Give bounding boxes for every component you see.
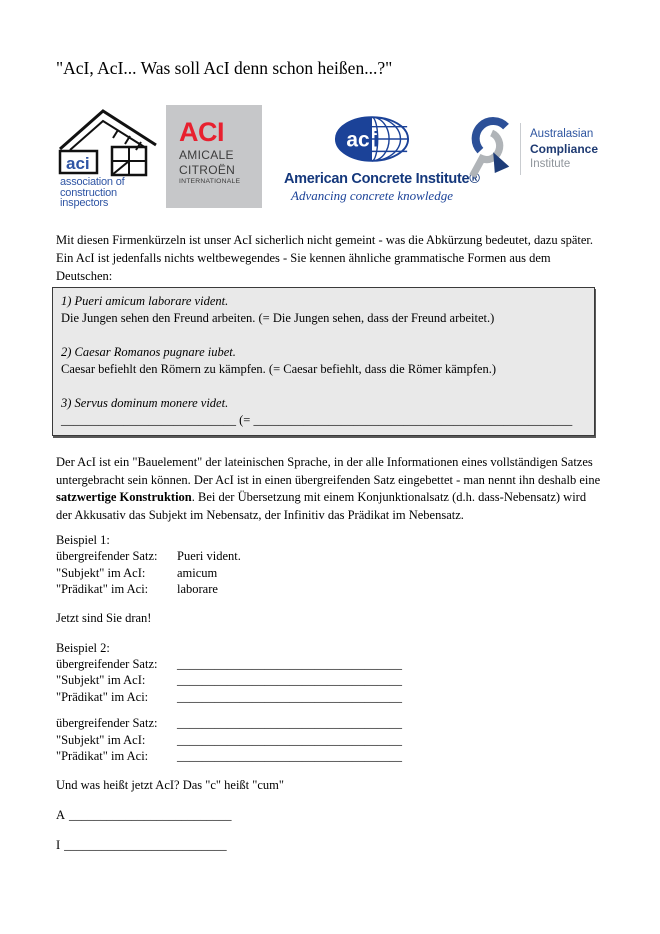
globe-icon xyxy=(334,115,410,163)
final-question: Und was heißt jetzt AcI? Das "c" heißt "cum" xyxy=(56,778,284,793)
aci-concrete-abbr-right: i xyxy=(372,128,379,152)
list-item: "Prädikat" im Aci: ____________________________________ xyxy=(56,689,402,704)
list-item: "Prädikat" im Aci: ____________________________________ xyxy=(56,749,402,764)
amicale-line3: INTERNATIONALE xyxy=(179,178,241,185)
spacer xyxy=(61,327,586,344)
example1-german: Die Jungen sehen den Freund arbeiten. (= Die Jungen sehen, dass der Freund arbeitet.) xyxy=(61,311,495,325)
american-concrete-institute-logo xyxy=(284,105,480,204)
beispiel2-heading: Beispiel 2: xyxy=(56,640,110,655)
fill-in-blank: ____________________________________ xyxy=(177,673,402,688)
list-item: "Subjekt" im AcI: amicum xyxy=(56,565,218,580)
fill-in-blank: __________________________ xyxy=(64,838,227,853)
list-item: "Subjekt" im AcI: ____________________________________ xyxy=(56,673,402,688)
answer-line-a xyxy=(56,808,605,823)
fill-in-blank: __________________________ xyxy=(69,808,232,823)
aci-concrete-abbr-left: ac xyxy=(346,128,370,152)
explanation-paragraph: Der AcI ist ein "Bauelement" der lateinischen Sprache, in der alle Informationen eines vollständigen Satzes untergebracht sein können. Der AcI ist in einen übergreifenden Satz eingebettet - man nennt ihn deshalb eine satzwertige Konstruktion. Bei der Übersetzung mit einem Konjunktionalsatz (d.h. dass-Nebensatz) wird der Akkusativ das Subjekt im Nebensatz, der Infinitiv das Prädikat im Nebensatz. xyxy=(56,455,601,522)
page-title: "AcI, AcI... Was soll AcI denn schon heißen...?" xyxy=(56,58,393,78)
aci-inspectors-abbr: aci xyxy=(66,154,90,173)
beispiel1-heading: Beispiel 1: xyxy=(56,533,110,547)
intro-paragraph: Mit diesen Firmenkürzeln ist unser AcI sicherlich nicht gemeint - was die Abkürzung bedeutet, dazu später. Ein AcI ist jedenfalls nichts weltbewegendes - Sie kennen ähnliche grammatische Formen aus dem Deutschen: xyxy=(56,233,594,283)
house-icon xyxy=(58,105,159,177)
list-item: übergreifender Satz: ____________________________________ xyxy=(56,716,402,731)
content-column xyxy=(56,56,605,853)
list-item: übergreifender Satz: Pueri vident. xyxy=(56,549,241,564)
example2-german: Caesar befiehlt den Römern zu kämpfen. (= Caesar befiehlt, dass die Römer kämpfen.) xyxy=(61,362,497,376)
example3-latin: 3) Servus dominum monere videt. xyxy=(61,396,229,410)
aci-inspectors-logo xyxy=(58,105,159,209)
equals-sign: (= xyxy=(239,413,251,427)
beispiel1-block xyxy=(56,532,605,598)
beispiel2-block xyxy=(56,640,605,765)
fill-in-blank: ____________________________________ xyxy=(177,657,402,672)
fill-in-blank: ____________________________________ xyxy=(177,732,402,747)
fill-in-blank: ____________________________________ xyxy=(177,689,402,704)
spacer xyxy=(61,378,586,395)
list-item: "Subjekt" im AcI: ____________________________________ xyxy=(56,732,402,747)
example3-answer-line xyxy=(61,412,586,429)
example2-latin: 2) Caesar Romanos pugnare iubet. xyxy=(61,345,236,359)
answer-a-letter: A xyxy=(56,808,66,823)
latin-examples-box xyxy=(52,287,595,436)
compliance-institute-logo xyxy=(466,105,598,183)
amicale-abbr: ACI xyxy=(179,117,224,147)
call-to-action: Jetzt sind Sie dran! xyxy=(56,610,152,625)
fill-in-blank: ____________________________________ xyxy=(177,716,402,731)
example1-latin: 1) Pueri amicum laborare vident. xyxy=(61,294,229,308)
blank-left: ____________________________ xyxy=(61,413,236,427)
list-item: übergreifender Satz: ____________________________________ xyxy=(56,657,402,672)
bold-term: satzwertige Konstruktion xyxy=(56,490,192,504)
compliance-institute-text: Australasian Compliance Institute xyxy=(530,127,599,170)
concrete-institute-name: American Concrete Institute® xyxy=(284,171,480,187)
aci-inspectors-caption: association of construction inspectors xyxy=(60,176,125,209)
logo-row xyxy=(56,105,605,209)
spacer xyxy=(56,705,605,715)
amicale-line2: CITROËN xyxy=(179,162,236,177)
amicale-citroen-logo xyxy=(166,105,262,208)
fill-in-blank: ____________________________________ xyxy=(177,749,402,764)
answer-line-i xyxy=(56,838,605,853)
blank-right: ___________________________________________________ xyxy=(253,413,573,427)
logo-divider xyxy=(520,123,521,175)
amicale-line1: AMICALE xyxy=(179,148,234,162)
concrete-institute-tagline: Advancing concrete knowledge xyxy=(291,188,453,203)
ribbon-icon xyxy=(466,115,514,183)
answer-i-letter: I xyxy=(56,838,61,853)
list-item: "Prädikat" im Aci: laborare xyxy=(56,582,218,597)
